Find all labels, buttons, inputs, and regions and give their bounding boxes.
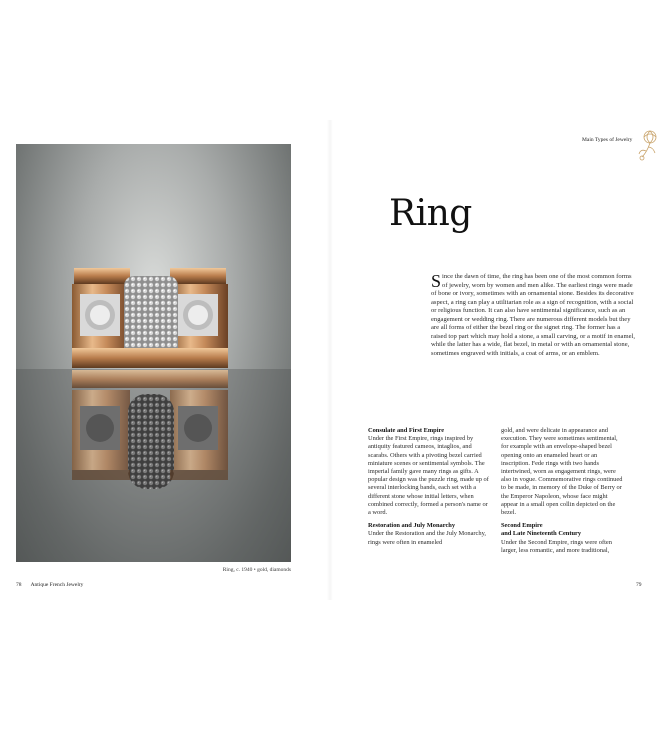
section-heading-consulate: Consulate and First Empire	[368, 427, 445, 434]
ring-illustration	[16, 144, 291, 562]
section-heading-second-empire: Second Empire	[501, 522, 543, 530]
floral-ornament-icon	[636, 127, 658, 163]
section-text-restoration-cont: gold, and were delicate in appearance and execution. They were sometimes sentimental, for example with an envelope-shaped bezel opening onto an enameled heart or an inscription. Fede rings with two hands intertwined, worn as engagement rings, were also in vogue. Commemorative rings continued to be made, in memory of the Duke of Berry or the Emperor Napoleon, whose face might appear in a small open collin depicted on the bezel.	[501, 427, 623, 517]
right-page-number: 79	[636, 582, 642, 588]
text-column-1	[368, 427, 491, 547]
photo-caption: Ring, c. 1940 • gold, diamonds	[222, 567, 291, 573]
book-title: Antique French Jewelry	[30, 582, 84, 588]
intro-paragraph	[431, 273, 635, 358]
section-heading-restoration: Restoration and July Monarchy	[368, 522, 456, 530]
left-page-number: 78	[16, 582, 22, 588]
ring-photo	[16, 144, 291, 562]
drop-cap: S	[431, 271, 442, 291]
left-folio	[16, 582, 83, 588]
section-text-second-empire: Under the Second Empire, rings were often larger, less romantic, and more traditional,	[501, 538, 612, 554]
gutter	[327, 120, 333, 600]
text-column-2	[501, 427, 624, 555]
section-text-restoration: Under the Restoration and the July Monarchy, rings were often in enameled	[368, 530, 486, 546]
running-head: Main Types of Jewelry	[582, 137, 633, 143]
page-title: Ring	[389, 193, 472, 234]
section-heading-late-19th: and Late Nineteenth Century	[501, 530, 582, 538]
section-text-consulate: Under the First Empire, rings inspired by antiquity featured cameos, intaglios, and scarabs. Others with a pivoting bezel carried miniature scenes or sentimental symbols. The imperial family gave many rings as gifts. A popular design was the puzzle ring, made up of several interlocking bands, each set with a different stone whose initial letters, when combined correctly, formed a person's name or a word.	[368, 435, 489, 517]
intro-text: ince the dawn of time, the ring has been one of the most common forms of jewelry, worn by women and men alike. The earliest rings were made of bone or ivory, sometimes with an ornamental stone. Besides its decorative aspect, a ring can play a utilitarian role as a sign of recognition, with a social or religious function. It can also have sentimental significance, such as an engagement or wedding ring. There are numerous different models but they are all forms of either the bezel ring or the signet ring. The former has a raised top part which may hold a stone, a small carving, or a motif in enamel, while the latter has a wide, flat bezel, in metal or with an ornamental stone, sometimes engraved with initials, a coat of arms, or an emblem.	[431, 273, 635, 357]
